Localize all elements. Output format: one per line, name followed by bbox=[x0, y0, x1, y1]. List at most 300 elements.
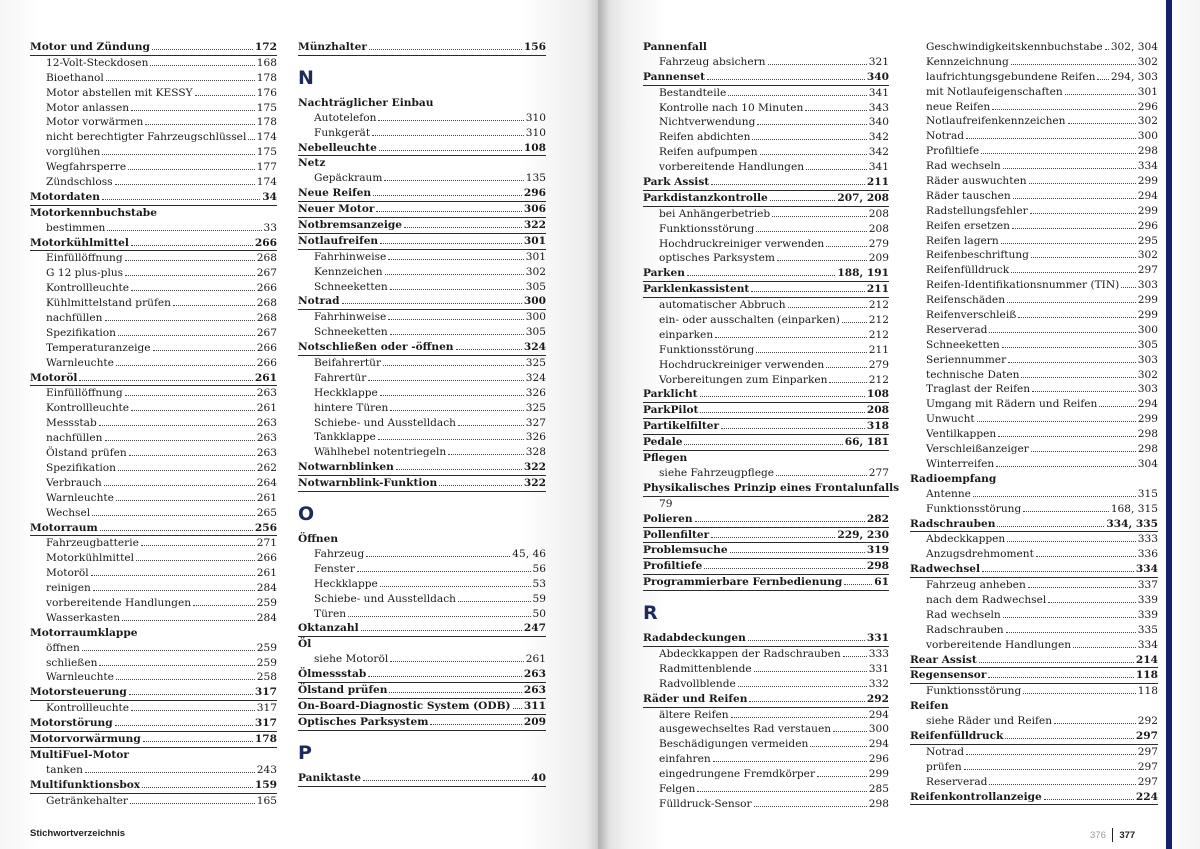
index-page-reference: 324 bbox=[523, 341, 546, 354]
index-term: Fenster bbox=[314, 562, 355, 575]
index-page-reference: 317 bbox=[256, 702, 277, 715]
dot-leader bbox=[390, 325, 524, 335]
dot-leader bbox=[754, 662, 867, 672]
dot-leader bbox=[1054, 714, 1136, 724]
index-page-reference: 296 bbox=[1137, 219, 1158, 232]
index-subentry bbox=[643, 466, 889, 481]
index-subentry bbox=[910, 323, 1158, 338]
index-page-reference: 66, 181 bbox=[844, 436, 889, 449]
index-page-reference: 311 bbox=[523, 699, 546, 712]
index-term: Fahrertür bbox=[314, 371, 367, 384]
index-page-reference: 268 bbox=[256, 312, 277, 325]
dot-leader bbox=[1006, 623, 1136, 633]
index-page-reference: 279 bbox=[868, 358, 889, 371]
dot-leader bbox=[396, 460, 522, 470]
index-entry bbox=[30, 236, 277, 252]
dot-leader bbox=[378, 430, 524, 440]
index-term: Motorkennbuchstabe bbox=[30, 206, 157, 219]
index-page-reference: 172 bbox=[254, 41, 277, 53]
index-entry bbox=[910, 668, 1158, 684]
index-entry bbox=[30, 778, 277, 794]
index-page-reference: 299 bbox=[1137, 413, 1158, 426]
dot-leader bbox=[826, 237, 867, 247]
dot-leader bbox=[964, 760, 1136, 770]
index-subentry bbox=[643, 251, 889, 266]
index-subentry bbox=[30, 763, 277, 778]
index-page-reference: 261 bbox=[525, 653, 546, 666]
index-subentry bbox=[298, 607, 546, 622]
index-page-reference: 175 bbox=[256, 146, 277, 159]
index-term: Kontrollleuchte bbox=[46, 402, 130, 415]
index-page-reference: 208 bbox=[866, 404, 889, 417]
dot-leader bbox=[998, 427, 1136, 437]
dot-leader bbox=[118, 461, 255, 471]
index-term: Fahrhinweise bbox=[314, 311, 387, 324]
index-term: siehe Fahrzeugpflege bbox=[659, 466, 775, 479]
index-subentry bbox=[30, 71, 277, 86]
index-term: Neue Reifen bbox=[298, 187, 372, 200]
index-term: mit Notlaufeigenschaften bbox=[926, 85, 1063, 98]
index-page-reference: 174 bbox=[256, 131, 277, 144]
index-term: Pflegen bbox=[643, 452, 688, 465]
dot-leader bbox=[973, 487, 1136, 497]
dot-leader bbox=[430, 715, 521, 725]
dot-leader bbox=[826, 358, 867, 368]
index-entry bbox=[643, 528, 889, 544]
index-subentry bbox=[910, 457, 1158, 472]
dot-leader bbox=[707, 70, 865, 80]
index-term: Ventilkappen bbox=[926, 428, 997, 441]
index-page-reference: 247 bbox=[523, 622, 546, 635]
index-page-reference: 263 bbox=[256, 417, 277, 430]
dot-leader bbox=[1099, 397, 1135, 407]
index-page-reference: 263 bbox=[256, 447, 277, 460]
index-term: Warnleuchte bbox=[46, 356, 114, 369]
index-page-reference: 322 bbox=[523, 477, 546, 490]
index-page-reference: 284 bbox=[256, 611, 277, 624]
dot-leader bbox=[997, 517, 1104, 527]
index-term: Funktionsstörung bbox=[926, 685, 1022, 698]
index-page-reference: 33 bbox=[263, 221, 277, 234]
dot-leader bbox=[979, 653, 1134, 663]
index-page-reference: 214 bbox=[1135, 653, 1158, 666]
index-term: Motor vorwärmen bbox=[46, 116, 144, 129]
index-page-reference: 176 bbox=[256, 86, 277, 99]
index-subentry bbox=[910, 593, 1158, 608]
index-term: optisches Parksystem bbox=[659, 252, 775, 265]
index-page-reference: 325 bbox=[525, 357, 546, 370]
dot-leader bbox=[1073, 638, 1136, 648]
index-term: nicht berechtigter Fahrzeugschlüssel bbox=[46, 131, 247, 144]
dot-leader bbox=[404, 218, 522, 228]
index-subentry bbox=[30, 386, 277, 401]
dot-leader bbox=[131, 401, 255, 411]
index-subentry bbox=[643, 737, 889, 752]
dot-leader bbox=[1011, 263, 1136, 273]
index-subentry bbox=[910, 397, 1158, 412]
index-term: nachfüllen bbox=[46, 312, 103, 325]
index-subentry bbox=[30, 431, 277, 446]
dot-leader bbox=[728, 86, 867, 96]
index-page-reference: 159 bbox=[254, 778, 277, 791]
index-term: Notlaufreifen bbox=[298, 234, 379, 247]
dot-leader bbox=[79, 371, 252, 381]
index-subentry bbox=[910, 85, 1158, 100]
index-term: Motorkühlmittel bbox=[46, 552, 134, 565]
dot-leader bbox=[700, 403, 864, 413]
index-term: Vorbereitungen zum Einparken bbox=[659, 373, 828, 386]
index-term: 12-Volt-Steckdosen bbox=[46, 56, 149, 69]
index-page-reference: 229, 230 bbox=[837, 528, 889, 541]
index-page-reference: 324 bbox=[525, 371, 546, 384]
index-term: ältere Reifen bbox=[659, 708, 729, 721]
index-subentry bbox=[298, 126, 546, 141]
index-page-reference: 266 bbox=[256, 341, 277, 354]
index-subentry bbox=[910, 204, 1158, 219]
index-subentry bbox=[910, 714, 1158, 729]
index-letter-heading: O bbox=[298, 503, 315, 526]
index-term: Bestandteile bbox=[659, 86, 727, 99]
index-term: Felgen bbox=[659, 782, 696, 795]
index-entry bbox=[643, 175, 889, 191]
index-subentry bbox=[643, 797, 889, 812]
index-page-reference: 259 bbox=[256, 641, 277, 654]
index-term: Beschädigungen vermeiden bbox=[659, 738, 809, 751]
index-term: ein- oder ausschalten (einparken) bbox=[659, 314, 840, 327]
index-term: einfahren bbox=[659, 753, 711, 766]
index-term: vorbereitende Handlungen bbox=[46, 596, 192, 609]
index-term: Fahrzeug bbox=[314, 547, 365, 560]
index-subentry bbox=[298, 171, 546, 186]
index-subentry bbox=[910, 189, 1158, 204]
index-entry bbox=[298, 683, 546, 699]
index-entry bbox=[30, 190, 277, 206]
index-page-reference: 300 bbox=[1137, 130, 1158, 143]
index-term: Ölstand prüfen bbox=[46, 447, 127, 460]
index-page-reference: 212 bbox=[868, 373, 889, 386]
index-subentry bbox=[910, 114, 1158, 129]
index-page-reference: 61 bbox=[874, 576, 889, 589]
index-entry bbox=[910, 653, 1158, 669]
index-subentry bbox=[30, 491, 277, 506]
dot-leader bbox=[817, 767, 867, 777]
index-subentry bbox=[30, 401, 277, 416]
index-term: G 12 plus-plus bbox=[46, 267, 124, 280]
index-subentry bbox=[643, 101, 889, 116]
index-term: Motorstörung bbox=[30, 717, 113, 730]
index-subentry bbox=[30, 701, 277, 716]
dot-leader bbox=[102, 190, 260, 200]
index-page-reference: 208 bbox=[868, 207, 889, 220]
index-entry bbox=[30, 371, 277, 387]
index-term: Problemsuche bbox=[643, 544, 728, 557]
index-term: Schneeketten bbox=[314, 280, 388, 293]
index-entry bbox=[30, 732, 277, 748]
dot-leader bbox=[844, 575, 872, 585]
index-subentry bbox=[643, 722, 889, 737]
index-page-reference: 322 bbox=[523, 219, 546, 232]
index-entry bbox=[298, 156, 546, 171]
dot-leader bbox=[770, 191, 836, 201]
dot-leader bbox=[380, 234, 522, 244]
index-subentry bbox=[643, 237, 889, 252]
index-term: Paniktaste bbox=[298, 771, 361, 784]
index-term: Öl bbox=[298, 638, 312, 651]
dot-leader bbox=[368, 667, 522, 677]
index-page-reference: 118 bbox=[1137, 685, 1158, 698]
index-term: einparken bbox=[659, 328, 714, 341]
index-term: Motor abstellen mit KESSY bbox=[46, 86, 193, 99]
index-column-4 bbox=[910, 40, 1158, 805]
index-term: Öffnen bbox=[298, 533, 339, 546]
index-term: Heckklappe bbox=[314, 577, 378, 590]
index-subentry bbox=[298, 445, 546, 460]
index-term: Warnleuchte bbox=[46, 491, 114, 504]
index-entry bbox=[910, 562, 1158, 578]
index-term: Reserverad bbox=[926, 323, 988, 336]
index-term: Parkdistanzkontrolle bbox=[643, 191, 768, 204]
index-term: Nachträglicher Einbau bbox=[298, 96, 434, 109]
index-term: Winterreifen bbox=[926, 457, 995, 470]
dot-leader bbox=[711, 528, 835, 538]
index-subentry bbox=[643, 782, 889, 797]
index-subentry bbox=[643, 328, 889, 343]
index-page-reference: 271 bbox=[256, 537, 277, 550]
dot-leader bbox=[378, 111, 523, 121]
index-term: Fahrzeugbatterie bbox=[46, 537, 139, 550]
index-subentry bbox=[910, 338, 1158, 353]
dot-leader bbox=[1003, 159, 1136, 169]
dot-leader bbox=[125, 251, 255, 261]
index-term: Notlaufreifenkennzeichen bbox=[926, 115, 1066, 128]
index-term: Reifen aufpumpen bbox=[659, 146, 758, 159]
dot-leader bbox=[1105, 40, 1109, 50]
index-subentry bbox=[298, 280, 546, 295]
dot-leader bbox=[1048, 593, 1136, 603]
index-page-reference: 207, 208 bbox=[837, 191, 889, 204]
dot-leader bbox=[102, 145, 254, 155]
index-page-reference: 302 bbox=[1137, 55, 1158, 68]
index-term: eingedrungene Fremdkörper bbox=[659, 768, 816, 781]
index-subentry bbox=[30, 476, 277, 491]
index-page-reference: 295 bbox=[1137, 234, 1158, 247]
index-page-reference: 292 bbox=[866, 692, 889, 705]
index-page-reference: 315 bbox=[1137, 487, 1158, 500]
index-subentry bbox=[643, 313, 889, 328]
book-gutter bbox=[586, 0, 610, 849]
index-page-reference: 178 bbox=[256, 71, 277, 84]
index-term: Notrad bbox=[298, 295, 340, 308]
index-page-reference: 224 bbox=[1135, 790, 1158, 803]
dot-leader bbox=[131, 236, 253, 246]
index-page-reference: 264 bbox=[256, 476, 277, 489]
dot-leader bbox=[711, 175, 865, 185]
index-page-reference: 319 bbox=[866, 544, 889, 557]
dot-leader bbox=[1021, 368, 1135, 378]
index-term: Funktionsstörung bbox=[659, 343, 755, 356]
index-term: Fahrhinweise bbox=[314, 250, 387, 263]
index-term: Regensensor bbox=[910, 669, 987, 682]
index-page-reference: 334, 335 bbox=[1106, 517, 1158, 530]
dot-leader bbox=[379, 141, 522, 151]
index-subentry bbox=[30, 175, 277, 190]
index-term: Antenne bbox=[926, 487, 971, 500]
index-page-reference: 302 bbox=[525, 265, 546, 278]
index-page-reference: 302, 304 bbox=[1110, 41, 1158, 53]
index-page-reference: 333 bbox=[868, 647, 889, 660]
dot-leader bbox=[131, 701, 255, 711]
index-entry bbox=[298, 637, 546, 652]
dot-leader bbox=[363, 771, 529, 781]
index-term: Motorsteuerung bbox=[30, 686, 127, 699]
index-term: prüfen bbox=[926, 760, 962, 773]
index-page-reference: 265 bbox=[256, 506, 277, 519]
index-subentry bbox=[910, 442, 1158, 457]
dot-leader bbox=[152, 40, 253, 50]
index-term: Wechsel bbox=[46, 506, 91, 519]
left-page bbox=[0, 0, 598, 849]
index-subentry bbox=[910, 174, 1158, 189]
index-term: Umgang mit Rädern und Reifen bbox=[926, 398, 1098, 411]
dot-leader bbox=[772, 207, 867, 217]
dot-leader bbox=[1011, 55, 1136, 65]
dot-leader bbox=[439, 476, 522, 486]
dot-leader bbox=[1007, 293, 1136, 303]
index-page-reference: 326 bbox=[525, 431, 546, 444]
dot-leader bbox=[513, 699, 522, 709]
index-term: Nebelleuchte bbox=[298, 141, 377, 154]
index-subentry bbox=[643, 298, 889, 313]
dot-leader bbox=[366, 547, 510, 557]
page-number-right: 377 bbox=[1119, 829, 1136, 841]
dot-leader bbox=[1007, 532, 1136, 542]
index-term: Reifenverschleiß bbox=[926, 309, 1017, 322]
index-term: reinigen bbox=[46, 582, 91, 595]
index-term: Heckklappe bbox=[314, 386, 378, 399]
dot-leader bbox=[757, 115, 866, 125]
index-entry bbox=[298, 340, 546, 356]
index-page-reference: 261 bbox=[256, 402, 277, 415]
index-page-reference: 331 bbox=[868, 662, 889, 675]
index-subentry bbox=[643, 145, 889, 160]
index-page-reference: 339 bbox=[1137, 608, 1158, 621]
index-entry bbox=[30, 206, 277, 221]
dot-leader bbox=[389, 683, 521, 693]
index-term: Wählhebel notentriegeln bbox=[314, 446, 447, 459]
index-page-reference: 284 bbox=[256, 582, 277, 595]
index-page-reference: 302 bbox=[1137, 249, 1158, 262]
index-subentry bbox=[30, 446, 277, 461]
index-term: Getränkehalter bbox=[46, 794, 128, 807]
index-term: Motorraumklappe bbox=[30, 626, 138, 639]
index-term: Einfüllöffnung bbox=[46, 387, 123, 400]
dot-leader bbox=[141, 536, 255, 546]
index-entry bbox=[643, 512, 889, 528]
index-subentry bbox=[643, 662, 889, 677]
index-term: Räder und Reifen bbox=[643, 692, 748, 705]
index-entry bbox=[643, 282, 889, 298]
dot-leader bbox=[738, 677, 867, 687]
index-page-reference: 300 bbox=[523, 295, 546, 308]
index-term: Radschrauben bbox=[910, 517, 996, 530]
index-term: technische Daten bbox=[926, 368, 1020, 381]
index-subentry bbox=[910, 278, 1158, 293]
index-page-reference: 337 bbox=[1137, 579, 1158, 592]
dot-leader bbox=[842, 313, 867, 323]
index-page-reference: 294 bbox=[868, 738, 889, 751]
dot-leader bbox=[697, 782, 866, 792]
index-term: Partikelfilter bbox=[643, 420, 720, 433]
index-term: schließen bbox=[46, 656, 98, 669]
index-subentry bbox=[910, 638, 1158, 653]
index-column-2 bbox=[298, 40, 546, 787]
index-page-reference: 267 bbox=[256, 326, 277, 339]
dot-leader bbox=[142, 778, 253, 788]
index-subentry bbox=[910, 55, 1158, 70]
index-entry bbox=[643, 451, 889, 466]
index-subentry bbox=[30, 356, 277, 371]
index-subentry bbox=[910, 487, 1158, 502]
dot-leader bbox=[1097, 70, 1108, 80]
index-term: Parken bbox=[643, 267, 685, 280]
index-page-reference: 256 bbox=[254, 521, 277, 534]
dot-leader bbox=[966, 129, 1136, 139]
index-term: Reifenkontrollanzeige bbox=[910, 790, 1042, 803]
index-subentry bbox=[30, 506, 277, 521]
index-term: Notschließen oder -öffnen bbox=[298, 341, 454, 354]
index-page-reference: 243 bbox=[256, 763, 277, 776]
index-subentry bbox=[298, 265, 546, 280]
index-subentry bbox=[910, 623, 1158, 638]
index-page-reference: 263 bbox=[256, 387, 277, 400]
index-term: Funkgerät bbox=[314, 126, 371, 139]
index-term: Kennzeichnung bbox=[926, 55, 1009, 68]
index-subentry bbox=[643, 373, 889, 388]
dot-leader bbox=[989, 775, 1135, 785]
index-page-reference: 297 bbox=[1137, 745, 1158, 758]
index-entry bbox=[298, 40, 546, 56]
index-subentry bbox=[30, 281, 277, 296]
dot-leader bbox=[1044, 790, 1134, 800]
index-subentry bbox=[643, 86, 889, 101]
index-subentry bbox=[643, 160, 889, 175]
index-subentry bbox=[910, 760, 1158, 775]
index-page-reference: 156 bbox=[523, 41, 546, 53]
index-subentry bbox=[910, 382, 1158, 397]
index-page-reference: 335 bbox=[1137, 623, 1158, 636]
index-term: Motor anlassen bbox=[46, 101, 130, 114]
index-entry bbox=[298, 460, 546, 476]
dot-leader bbox=[756, 222, 867, 232]
footer-section-label: Stichwortverzeichnis bbox=[30, 828, 126, 839]
index-page-reference: 294 bbox=[1137, 398, 1158, 411]
index-subentry bbox=[30, 551, 277, 566]
dot-leader bbox=[100, 521, 253, 531]
dot-leader bbox=[116, 356, 255, 366]
index-subentry bbox=[910, 248, 1158, 263]
index-page-reference: 336 bbox=[1137, 548, 1158, 561]
index-subentry bbox=[910, 293, 1158, 308]
index-subentry bbox=[30, 251, 277, 266]
index-page-reference: 212 bbox=[868, 314, 889, 327]
index-letter-heading: N bbox=[298, 66, 314, 89]
index-page-reference: 211 bbox=[866, 176, 889, 189]
index-term: Fülldruck-Sensor bbox=[659, 797, 752, 810]
dot-leader bbox=[695, 512, 865, 522]
index-page-reference: 292 bbox=[1137, 715, 1158, 728]
index-page-reference: 298 bbox=[866, 560, 889, 573]
dot-leader bbox=[380, 577, 531, 587]
